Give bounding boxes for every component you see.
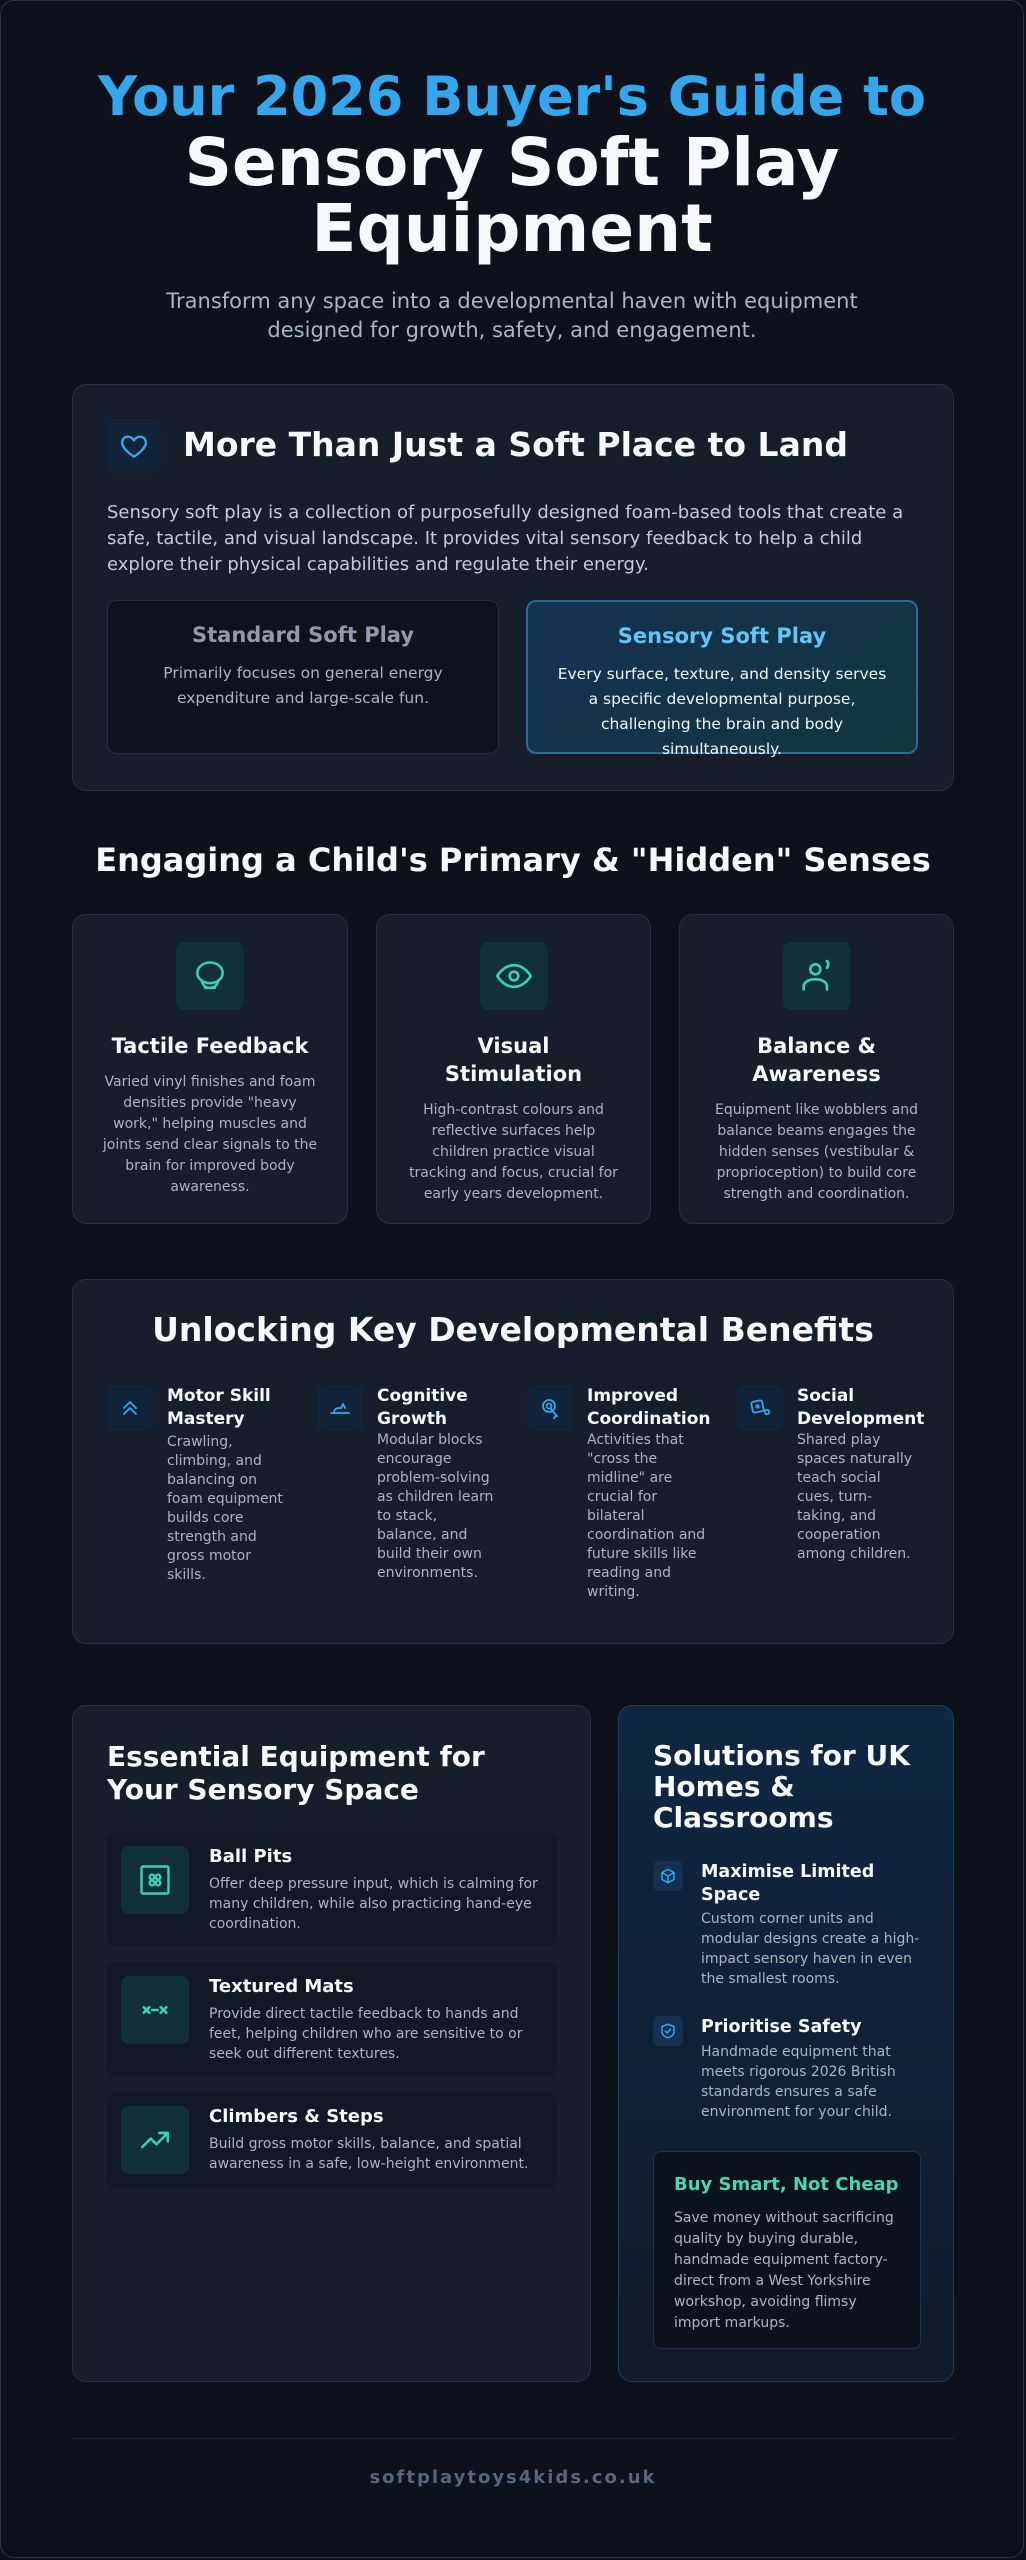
trend-up-icon	[121, 2106, 189, 2174]
benefit-title: Motor Skill Mastery	[167, 1386, 271, 1429]
sensory-title: Sensory Soft Play	[617, 624, 827, 648]
footer-site[interactable]: softplaytoys4kids.co.uk	[369, 2467, 657, 2488]
benefit-body: Activities that "cross the midline" are crucial for bilateral coordination and future skills like reading and writing.	[587, 1432, 706, 1600]
equipment-item-title: Textured Mats	[209, 1976, 354, 1997]
header	[1, 1, 1023, 345]
buy-smart-title: Buy Smart, Not Cheap	[674, 2174, 899, 2195]
intro-body: Sensory soft play is a collection of purposefully designed foam-based tools that create a safe, tactile, and visual landscape. It provides vital sensory feedback to help a child explore their physical capabilities and regulate their energy.	[107, 502, 904, 575]
benefit-title: Improved Coordination	[587, 1386, 711, 1429]
benefits-card	[72, 1279, 954, 1644]
header-pre-title: Your 2026 Buyer's Guide to	[97, 65, 926, 128]
equipment-item-ball-pits	[107, 1832, 557, 1946]
standard-body: Primarily focuses on general energy expenditure and large-scale fun.	[163, 664, 443, 707]
benefit-title: Cognitive Growth	[377, 1386, 468, 1429]
equipment-item-climbers	[107, 2092, 557, 2188]
sense-card-balance	[679, 914, 954, 1224]
pointer-click-icon	[527, 1385, 573, 1431]
equipment-card	[72, 1705, 591, 2382]
sense-title: Balance & Awareness	[752, 1034, 881, 1086]
standard-soft-play-box	[107, 600, 499, 754]
dice-icon	[737, 1385, 783, 1431]
sensory-soft-play-box	[526, 600, 918, 758]
benefit-title: Social Development	[797, 1386, 925, 1429]
intro-title: More Than Just a Soft Place to Land	[183, 425, 848, 464]
senses-title: Engaging a Child's Primary & "Hidden" Senses	[95, 841, 931, 879]
sense-card-visual	[376, 914, 651, 1224]
ball-pit-icon	[121, 1846, 189, 1914]
solutions-title: Solutions for UK Homes & Classrooms	[653, 1739, 910, 1834]
shield-check-icon	[653, 2016, 683, 2046]
solution-item-title: Prioritise Safety	[701, 2017, 862, 2037]
sense-body: High-contrast colours and reflective surfaces help children practice visual tracking and focus, crucial for early years development.	[409, 1102, 618, 1202]
header-title-line2: Equipment	[311, 190, 713, 267]
equipment-item-textured-mats	[107, 1962, 557, 2076]
buy-smart-body: Save money without sacrificing quality by buying durable, handmade equipment factory-direct from a West Yorkshire workshop, avoiding flimsy import markups.	[674, 2210, 894, 2331]
benefit-body: Crawling, climbing, and balancing on foam equipment builds core strength and gross motor skills.	[167, 1434, 283, 1583]
chevrons-up-icon	[107, 1385, 153, 1431]
header-subtitle: Transform any space into a developmental haven with equipment designed for growth, safety, and engagement.	[166, 289, 858, 342]
puzzle-icon	[317, 1385, 363, 1431]
equipment-item-body: Build gross motor skills, balance, and spatial awareness in a safe, low-height environment.	[209, 2136, 529, 2172]
footer-divider	[72, 2438, 954, 2439]
heart-icon	[107, 419, 161, 473]
person-balance-icon	[783, 942, 851, 1010]
benefit-body: Shared play spaces naturally teach social cues, turn-taking, and cooperation among children.	[797, 1432, 913, 1562]
textured-mat-icon	[121, 1976, 189, 2044]
solution-item-title: Maximise Limited Space	[701, 1862, 875, 1905]
sensory-body: Every surface, texture, and density serves a specific developmental purpose, challenging the brain and body simultaneously.	[557, 665, 887, 758]
equipment-item-body: Provide direct tactile feedback to hands and feet, helping children who are sensitive to or seek out different textures.	[209, 2006, 523, 2062]
intro-card	[72, 384, 954, 791]
sense-title: Tactile Feedback	[111, 1034, 309, 1058]
sense-body: Equipment like wobblers and balance beams engages the hidden senses (vestibular & proprioception) to build core strength and coordination.	[714, 1102, 919, 1202]
solutions-card	[618, 1705, 954, 2382]
sense-title: Visual Stimulation	[444, 1034, 583, 1086]
eye-icon	[480, 942, 548, 1010]
equipment-title: Essential Equipment for Your Sensory Space	[107, 1740, 485, 1806]
solution-item-body: Custom corner units and modular designs create a high-impact sensory haven in even the smallest rooms.	[701, 1911, 920, 1987]
header-title-line1: Sensory Soft Play	[184, 124, 840, 201]
equipment-item-title: Climbers & Steps	[209, 2106, 384, 2127]
cube-icon	[653, 1861, 683, 1891]
sense-body: Varied vinyl finishes and foam densities provide "heavy work," helping muscles and joints send clear signals to the brain for improved body awareness.	[102, 1074, 318, 1195]
equipment-item-title: Ball Pits	[209, 1846, 293, 1867]
buy-smart-box	[653, 2151, 921, 2349]
hand-touch-icon	[176, 942, 244, 1010]
standard-title: Standard Soft Play	[191, 623, 415, 647]
sense-card-tactile	[72, 914, 348, 1224]
equipment-item-body: Offer deep pressure input, which is calming for many children, while also practicing hand-eye coordination.	[209, 1876, 538, 1932]
benefits-title: Unlocking Key Developmental Benefits	[152, 1310, 874, 1349]
solution-item-body: Handmade equipment that meets rigorous 2026 British standards ensures a safe environment for your child.	[701, 2044, 896, 2120]
benefit-body: Modular blocks encourage problem-solving as children learn to stack, balance, and build their own environments.	[377, 1432, 494, 1581]
